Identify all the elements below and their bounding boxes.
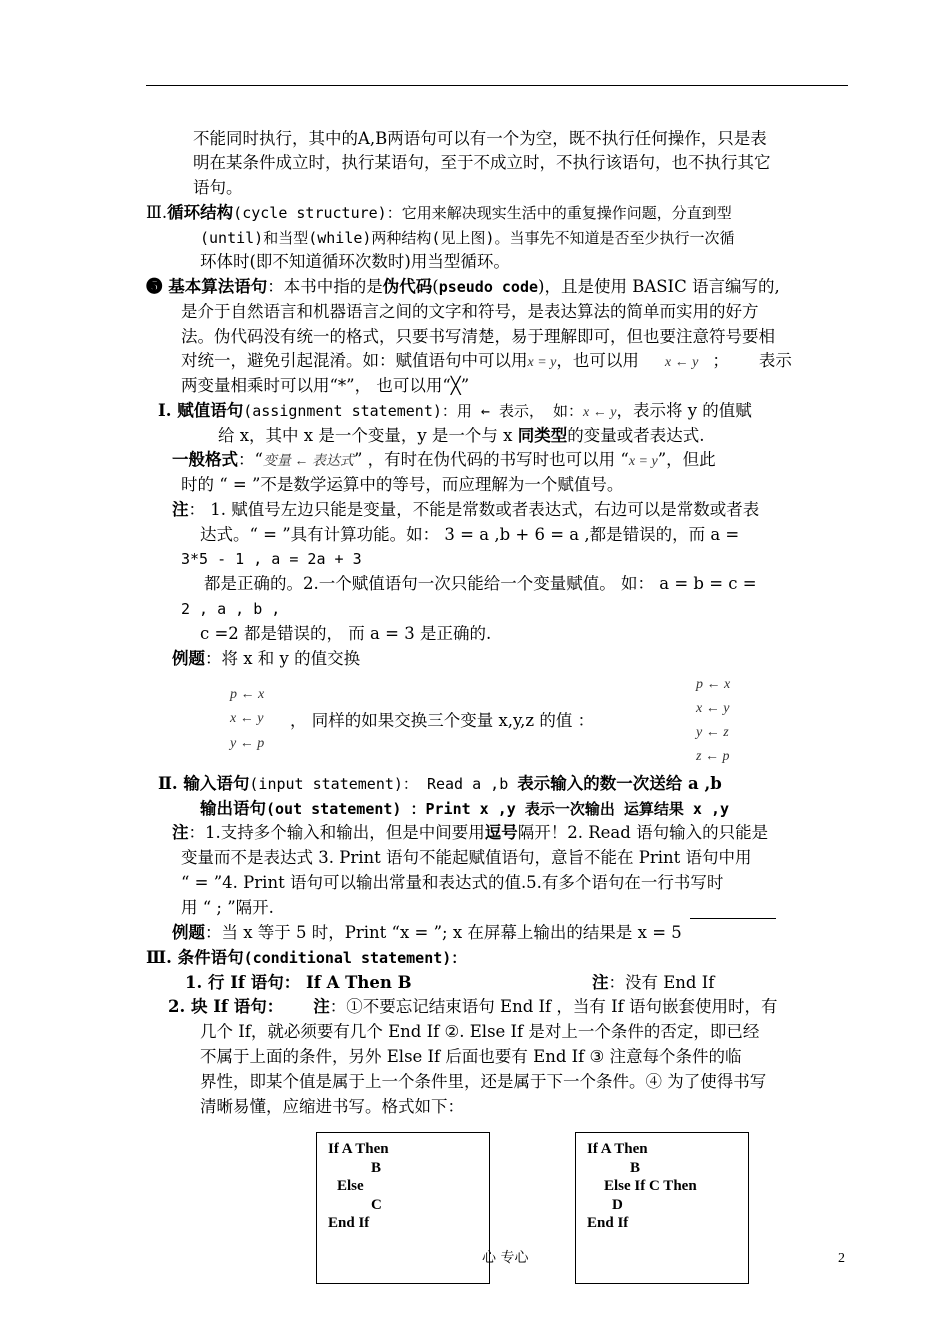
term: ❺ 基本算法语句 — [146, 277, 268, 296]
text: ，表示将 y 的值赋 — [616, 401, 752, 420]
text-line: 时的 “ = ”不是数学运算中的等号，而应理解为一个赋值号。 — [181, 475, 624, 494]
code-box-else-if — [575, 1132, 749, 1284]
text: ” ，有时在伪代码的书写时也可以用 “ — [353, 450, 629, 469]
text-line: 用 “ ; ”隔开. — [181, 898, 274, 917]
footer-text: 心 专心 — [482, 1250, 529, 1266]
text: (cycle structure)：它用来解决现实生活中的重复操作问题，分直到型 — [233, 204, 732, 222]
text: ( — [432, 277, 439, 296]
formula: p ← x — [696, 677, 731, 692]
term: 循环结构 — [167, 203, 234, 222]
example-label: 例题 — [172, 923, 205, 942]
note-label: 注 — [313, 997, 330, 1016]
page-number: 2 — [838, 1251, 845, 1266]
text: (assignment statement)：用 ← 表示， 如： — [243, 402, 584, 420]
text-line: 两变量相乘时可以用“*”， 也可以用“╳” — [181, 376, 470, 395]
term: 输出语句 — [200, 799, 266, 818]
code-line: If A Then — [328, 1141, 389, 1157]
example-label: 例题 — [172, 649, 205, 668]
section-heading-assignment — [158, 400, 752, 424]
text: ： 1. 赋值号左边只能是变量，不能是常数或者表达式，右边可以是常数或者表 — [188, 500, 760, 519]
text: 表示 — [758, 351, 792, 370]
text: (input statement)： Read a ,b — [249, 775, 518, 793]
code-box-if-else — [316, 1132, 490, 1284]
text-line: 达式。“ = ”具有计算功能。如： 3 = a ,b + 6 = a ,都是错误的，而 a = — [200, 525, 740, 544]
text-line: 几个 If，就必须要有几个 End If ②. Else If 是对上一个条件的否定，即已经 — [200, 1022, 760, 1041]
text-line: 1. 行 If 语句： If A Then B — [185, 973, 412, 992]
note-line — [172, 499, 759, 521]
text-line: 都是正确的。2.一个赋值语句一次只能给一个变量赋值。 如： a = b = c = — [204, 574, 757, 593]
text-line: ， 同样的如果交换三个变量 x,y,z 的值 ： — [290, 711, 595, 730]
text-line: (until)和当型(while)两种结构(见上图)。当事先不知道是否至少执行一次循 — [200, 229, 735, 247]
formula: y ← p — [230, 736, 265, 751]
term: 2. 块 If 语句： — [168, 997, 284, 1016]
text: ：将 x 和 y 的值交换 — [205, 649, 361, 668]
note-label: 注 — [172, 500, 189, 519]
text-line: “ = ”4. Print 语句可以输出常量和表达式的值.5.有多个语句在一行书写时 — [181, 873, 724, 892]
text-line: c =2 都是错误的， 而 a = 3 是正确的. — [200, 624, 492, 643]
term: Ⅰ. 赋值语句 — [158, 401, 244, 420]
text-line: 2 , a , b , — [181, 600, 281, 618]
text-line: 法。伪代码没有统一的格式，只要书写清楚，易于理解即可，但也要注意符号要相 — [181, 327, 775, 346]
text-line: 不能同时执行，其中的A,B两语句可以有一个为空，既不执行任何操作，只是表 — [193, 129, 767, 148]
code-line: C — [371, 1197, 382, 1213]
formula: x ← y — [230, 711, 264, 726]
formula: x ← y — [696, 701, 730, 716]
code-line: Else — [337, 1178, 364, 1194]
text-line: 不属于上面的条件，另外 Else If 后面也要有 End If ③ 注意每个条件的临 — [200, 1047, 742, 1066]
code-line: B — [371, 1160, 382, 1176]
code-line: Else If C Then — [604, 1178, 697, 1194]
text: ：①不要忘记结束语句 End If ，当有 If 语句嵌套使用时，有 — [329, 997, 778, 1016]
section-heading-conditional — [146, 947, 466, 969]
text: 隔开！2. Read 语句输入的只能是 — [517, 823, 769, 842]
formula: z ← p — [696, 749, 730, 764]
formula: p ← x — [230, 687, 265, 702]
text-line — [172, 449, 716, 473]
text-line: 明在某条件成立时，执行某语句，至于不成立时，不执行该语句，也不执行其它 — [193, 153, 771, 172]
text-line: 清晰易懂，应缩进书写。格式如下： — [200, 1097, 464, 1116]
text-line: 语句。 — [193, 178, 243, 197]
code-line: B — [630, 1160, 641, 1176]
text-line — [168, 996, 778, 1018]
text: ：没有 End If — [608, 973, 715, 992]
note-line — [172, 822, 768, 844]
text-line — [181, 350, 792, 374]
code-line: If A Then — [587, 1141, 648, 1157]
term: 同类型 — [517, 426, 568, 445]
formula: x = y — [628, 454, 658, 469]
text: ； — [712, 351, 729, 370]
section-heading-io — [158, 773, 722, 795]
text: ：当 x 等于 5 时，Print “x = ”; x 在屏幕上输出的结果是 x = 5 — [205, 923, 682, 942]
formula: x ← y — [664, 355, 699, 370]
text: )，且是使用 BASIC 语言编写的, — [538, 277, 780, 296]
text: ：“ — [238, 450, 263, 469]
text: ：本书中指的是 — [267, 277, 383, 296]
note-label: 注 — [172, 823, 189, 842]
text-line: 变量而不是表达式 3. Print 语句不能起赋值语句，意旨不能在 Print 语句中用 — [181, 848, 752, 867]
term: pseudo code — [438, 278, 539, 296]
section-heading-basic — [146, 276, 780, 298]
term: 表示输入的数一次送给 a ,b — [517, 774, 722, 793]
term: 伪代码 — [382, 277, 433, 296]
code-line: End If — [587, 1215, 629, 1231]
term: 一般格式 — [172, 450, 238, 469]
text: (out statement) ：Print x ,y 表示一次输出 运算结果 x ,y — [266, 800, 730, 818]
text: ”，但此 — [657, 450, 716, 469]
example-line — [172, 922, 682, 944]
note-label: 注 — [592, 973, 609, 992]
section-heading-cycle — [146, 202, 732, 224]
example-line — [172, 648, 360, 670]
text-line: 界性，即某个值是属于上一个条件里，还是属于下一个条件。④ 为了使得书写 — [200, 1072, 767, 1091]
code-line: End If — [328, 1215, 370, 1231]
text: 给 x，其中 x 是一个变量，y 是一个与 x — [218, 426, 518, 445]
code-line: D — [612, 1197, 623, 1213]
text-line: 是介于自然语言和机器语言之间的文字和符号，是表达算法的简单而实用的好方 — [181, 302, 759, 321]
header-rule — [146, 85, 848, 86]
text-line — [218, 425, 704, 447]
term: Ⅲ. 条件语句 — [146, 948, 244, 967]
formula: 变量 ← 表达式 — [262, 454, 354, 469]
text: (conditional statement)： — [243, 949, 467, 967]
text-line: 3*5 - 1 , a = 2a + 3 — [181, 550, 362, 568]
text: ，也可以用 — [556, 351, 639, 370]
answer-underline — [690, 918, 776, 919]
text-line: 环体时(即不知道循环次数时)用当型循环。 — [200, 252, 510, 271]
term: 逗号 — [484, 823, 518, 842]
formula: y ← z — [696, 725, 729, 740]
roman-numeral: Ⅲ. — [146, 203, 168, 222]
term: Ⅱ. 输入语句 — [158, 774, 250, 793]
text: ：1.支持多个输入和输出，但是中间要用 — [188, 823, 485, 842]
text-line — [200, 798, 729, 820]
note-line — [592, 972, 714, 994]
text: 对统一，避免引起混淆。如：赋值语句中可以用 — [181, 351, 528, 370]
formula: x = y — [527, 355, 557, 370]
text: 的变量或者表达式. — [567, 426, 705, 445]
formula: x ← y — [583, 405, 617, 420]
